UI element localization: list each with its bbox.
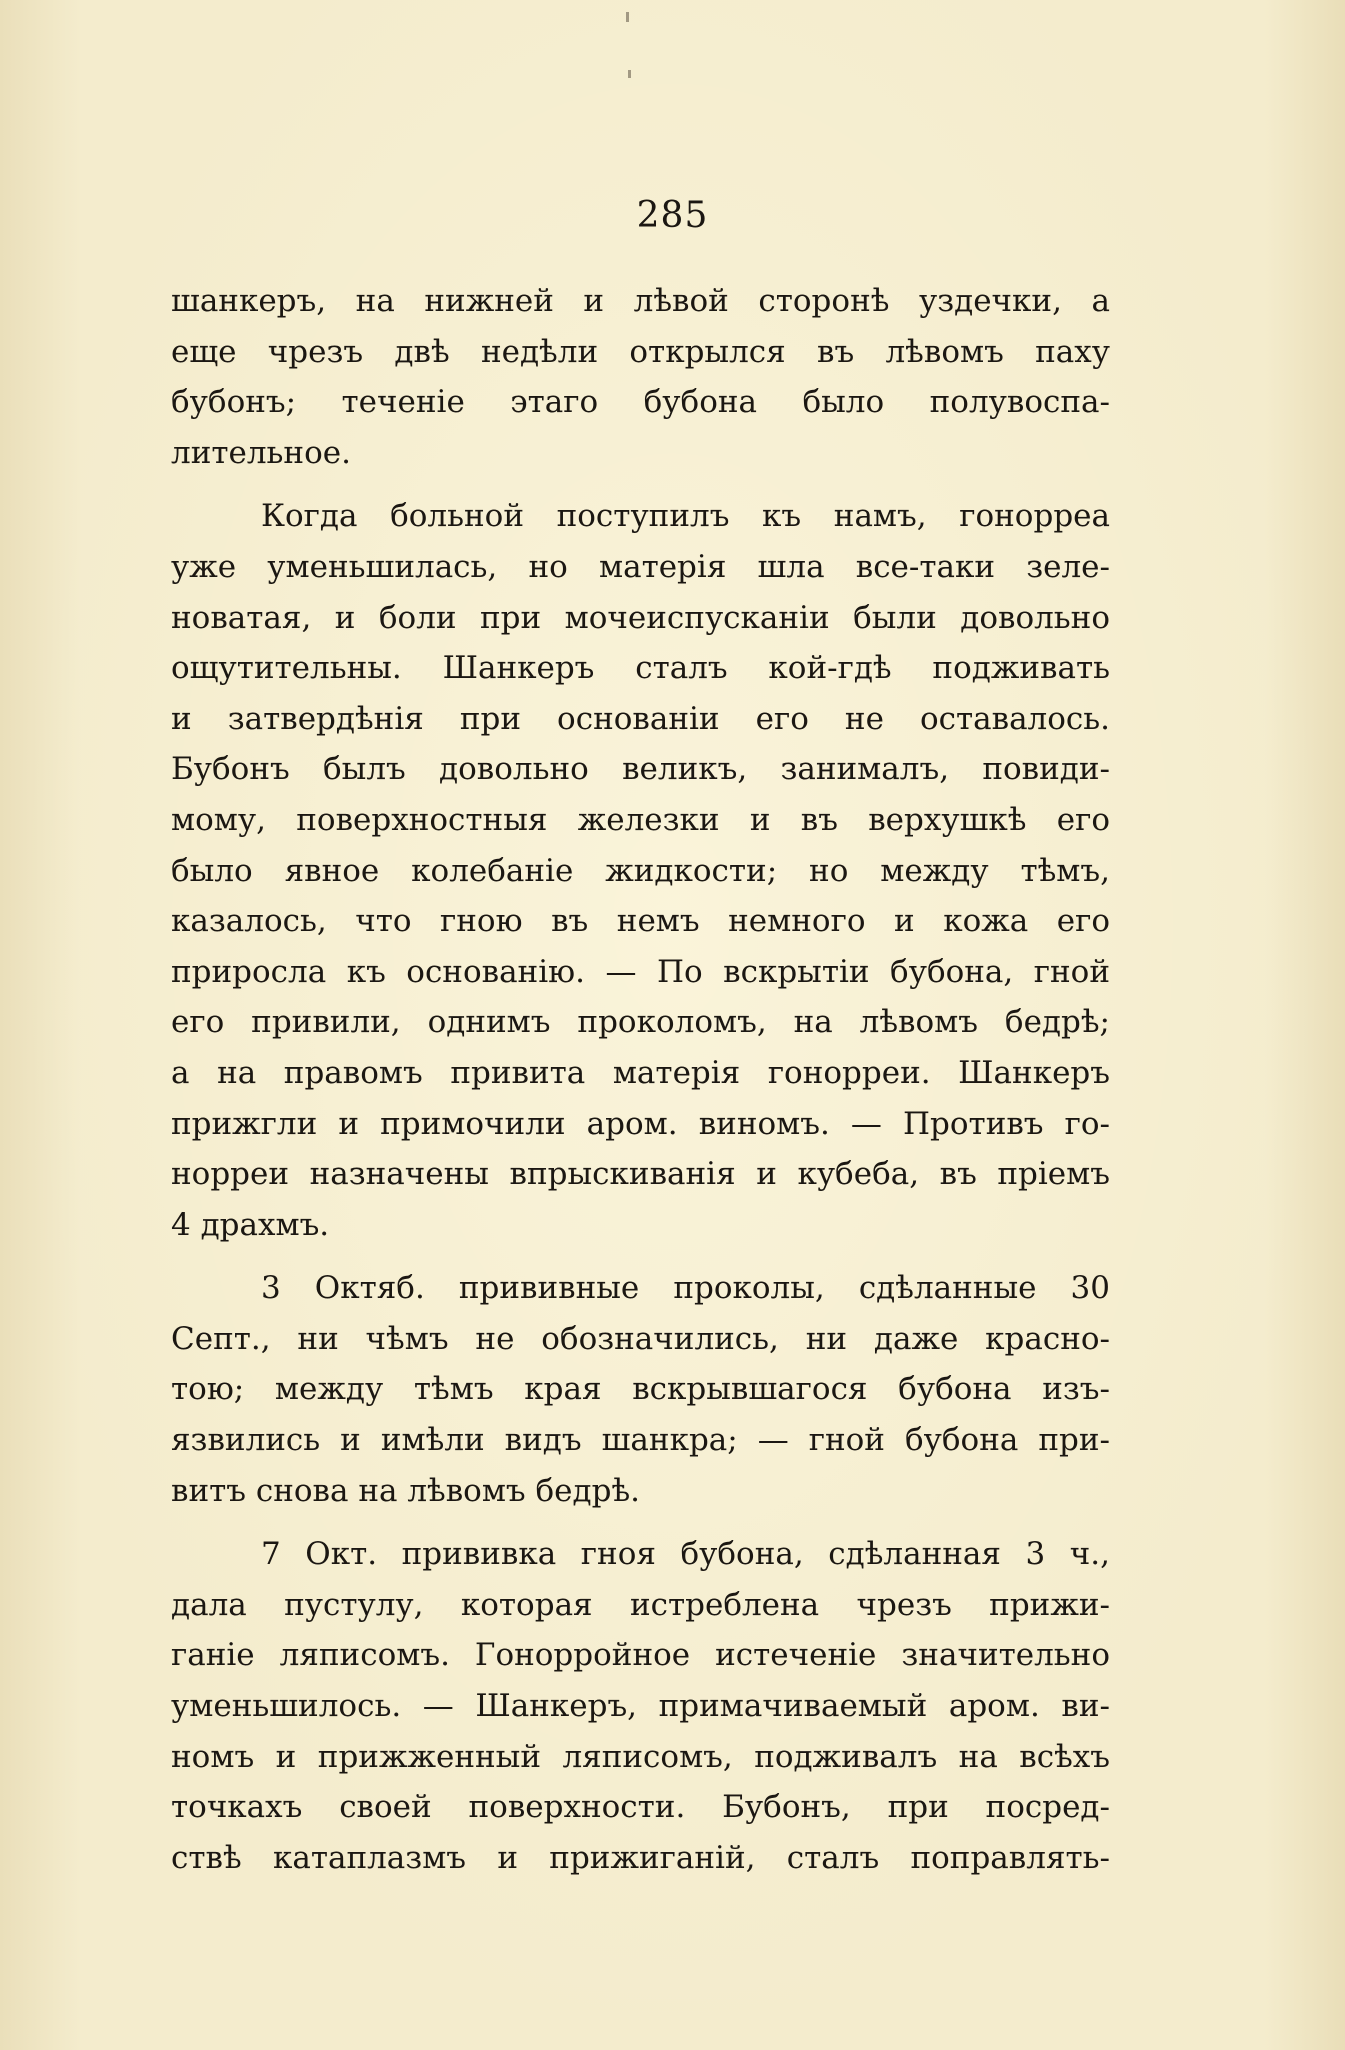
text-line: язвились и имѣли видъ шанкра; — гной бубона при- bbox=[171, 1422, 1110, 1459]
text-line: мому, поверхностныя железки и въ верхушкѣ его bbox=[171, 801, 1110, 838]
text-line: номъ и прижженный ляписомъ, подживалъ на всѣхъ bbox=[171, 1738, 1110, 1775]
text-line: витъ снова на лѣвомъ бедрѣ. bbox=[171, 1472, 640, 1509]
text-line: 4 драхмъ. bbox=[171, 1206, 330, 1243]
text-line: дала пустулу, которая истреблена чрезъ прижи- bbox=[171, 1586, 1110, 1623]
text-line: казалось, что гною въ немъ немного и кожа его bbox=[171, 903, 1110, 940]
text-line: Септ., ни чѣмъ не обозначились, ни даже красно- bbox=[171, 1320, 1110, 1357]
text-line: точкахъ своей поверхности. Бубонъ, при посред- bbox=[171, 1789, 1110, 1826]
text-line: еще чрезъ двѣ недѣли открылся въ лѣвомъ паху bbox=[171, 333, 1110, 370]
text-line: было явное колебаніе жидкости; но между тѣмъ, bbox=[171, 852, 1110, 889]
paragraph-4 bbox=[171, 1529, 1110, 1883]
text-line: ствѣ катаплазмъ и прижиганій, сталъ поправлять- bbox=[171, 1839, 1110, 1876]
page-number: 285 bbox=[636, 195, 709, 236]
text-line: 3 Октяб. прививные проколы, сдѣланные 30 bbox=[261, 1270, 1110, 1307]
text-line: норреи назначены впрыскиванія и кубеба, въ пріемъ bbox=[171, 1156, 1110, 1193]
paragraph-1 bbox=[171, 276, 1110, 478]
text-line: шанкеръ, на нижней и лѣвой сторонѣ уздечки, а bbox=[171, 283, 1110, 319]
paragraph-2 bbox=[171, 491, 1110, 1250]
text-line: ганіе ляписомъ. Гонорройное истеченіе значительно bbox=[171, 1637, 1110, 1674]
paragraph-3 bbox=[171, 1263, 1110, 1516]
text-line: прижгли и примочили аром. виномъ. — Противъ го- bbox=[171, 1105, 1110, 1142]
text-line: тою; между тѣмъ края вскрывшагося бубона изъ- bbox=[171, 1371, 1110, 1408]
text-line: приросла къ основанію. — По вскрытіи бубона, гной bbox=[171, 953, 1110, 990]
text-line: новатая, и боли при мочеиспусканіи были довольно bbox=[171, 599, 1110, 636]
text-line: Когда больной поступилъ къ намъ, гонорреа bbox=[261, 498, 1110, 535]
text-line: лительное. bbox=[171, 434, 351, 471]
text-line: а на правомъ привита матерія гонорреи. Шанкеръ bbox=[171, 1054, 1110, 1091]
scan-speck bbox=[628, 70, 631, 78]
text-line: его привили, однимъ проколомъ, на лѣвомъ бедрѣ; bbox=[171, 1004, 1110, 1041]
text-line: 7 Окт. прививка гноя бубона, сдѣланная 3 ч., bbox=[261, 1536, 1110, 1573]
text-line: и затвердѣнія при основаніи его не оставалось. bbox=[171, 700, 1110, 737]
text-line: уже уменьшилась, но матерія шла все-таки зеле- bbox=[171, 548, 1110, 585]
body-text bbox=[171, 276, 1110, 1896]
scan-speck bbox=[626, 12, 629, 22]
text-line: уменьшилось. — Шанкеръ, примачиваемый аром. ви- bbox=[171, 1688, 1110, 1725]
text-line: бубонъ; теченіе этаго бубона было полувоспа- bbox=[171, 384, 1110, 421]
text-line: ощутительны. Шанкеръ сталъ кой-гдѣ подживать bbox=[171, 650, 1110, 687]
text-line: Бубонъ былъ довольно великъ, занималъ, повиди- bbox=[171, 751, 1110, 788]
